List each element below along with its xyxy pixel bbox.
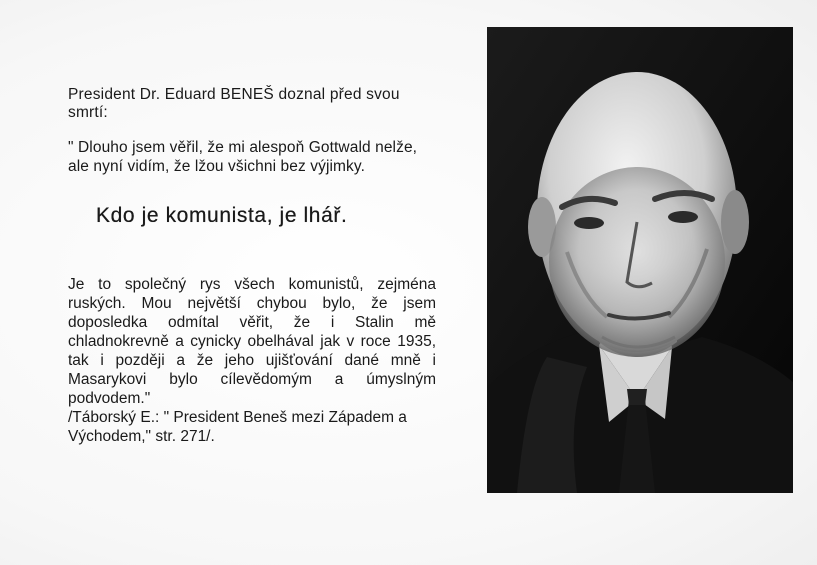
- body-paragraph: Je to společný rys všech komunistů, zejména ruských. Mou největší chybou bylo, že jsem doposledka odmítal věřit, že i Stalin mě chladnokrevně a cynicky obelhával jak v roce 1935, tak i později a že jeho ujišťování dané mně i Masarykovi bylo cílevědomým a úmyslným podvodem.": [68, 276, 436, 407]
- portrait-photo: [487, 27, 793, 493]
- quote-text: " Dlouho jsem věřil, že mi alespoň Gottwald nelže, ale nyní vidím, že lžou všichni bez výjimky.: [68, 139, 418, 175]
- citation-text: /Táborský E.: " President Beneš mezi Západem a Východem," str. 271/.: [68, 409, 407, 445]
- headline: Kdo je komunista, je lhář.: [96, 204, 348, 227]
- text-column: [68, 86, 440, 446]
- portrait-photo-icon: [487, 27, 793, 493]
- intro-text: President Dr. Eduard BENEŠ doznal před svou smrtí:: [68, 86, 400, 121]
